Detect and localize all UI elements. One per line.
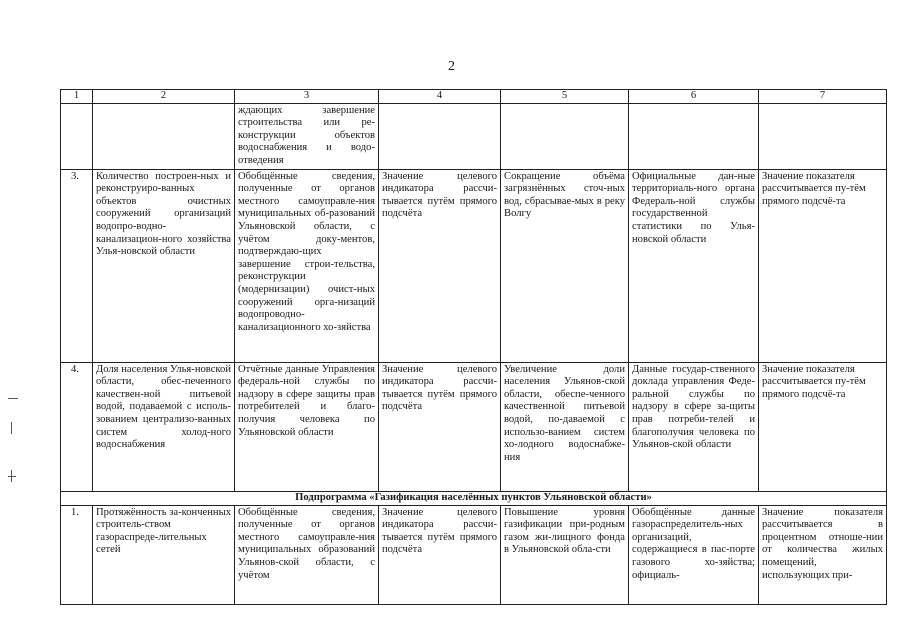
scan-mark: [8, 476, 16, 477]
row-number: [61, 103, 93, 169]
subprogram-row: [61, 491, 887, 505]
table-row: [61, 103, 887, 169]
data-source: ждающих завершение строительства или ре-конструкции объектов водоснабжения и водо-отведения: [235, 103, 379, 169]
column-number: 2: [93, 90, 235, 104]
effect-calculation: Значение показателя рассчитывается пу-тём прямого подсчё-та: [759, 362, 887, 491]
effect-calculation: [759, 103, 887, 169]
data-source: Отчётные данные Управления федераль-ной службы по надзору в сфере защиты прав потребителей и благо-получия человека по Ульяновской области: [235, 362, 379, 491]
effect-calculation: Значение показателя рассчитывается пу-тём прямого подсчё-та: [759, 169, 887, 362]
column-number: 3: [235, 90, 379, 104]
page-number: 2: [448, 59, 455, 74]
row-number: 1.: [61, 505, 93, 604]
indicator-name: Количество построен-ных и реконструиро-ванных объектов очистных сооружений организаций водопро-водно-канализацион-ного хозяйства Улья-новской области: [93, 169, 235, 362]
expected-effect: Сокращение объёма загрязнённых сточ-ных вод, сбрасывае-мых в реку Волгу: [501, 169, 629, 362]
effect-data-source: Обобщённые данные газораспределитель-ных организаций, содержащиеся в пас-порте газового хо-зяйства; официаль-: [629, 505, 759, 604]
subprogram-title: Подпрограмма «Газификация населённых пунктов Ульяновской области»: [61, 491, 887, 505]
effect-data-source: [629, 103, 759, 169]
scan-mark: [11, 422, 12, 434]
table-row: [61, 505, 887, 604]
data-source: Обобщённые сведения, полученные от органов местного самоуправле-ния муниципальных об-разований Ульяновской области, с учётом доку-ментов, подтверждаю-щих завершение строи-тельства, реконструкции (модернизации) очист-ных сооружений орга-низаций водопроводно-канализационного хо-зяйства: [235, 169, 379, 362]
column-number: 6: [629, 90, 759, 104]
column-number: 4: [379, 90, 501, 104]
indicators-table: [60, 89, 887, 605]
scan-mark: [8, 398, 18, 399]
table-row: [61, 362, 887, 491]
indicator-name: [93, 103, 235, 169]
row-number: 4.: [61, 362, 93, 491]
expected-effect: [501, 103, 629, 169]
effect-calculation: Значение показателя рассчитывается в процентном отноше-нии от количества жилых помещений, использующих при-: [759, 505, 887, 604]
table-row: [61, 169, 887, 362]
expected-effect: Увеличение доли населения Ульянов-ской области, обеспе-ченного качественной питьевой водой, по-даваемой с использо-ванием систем хо-лодного водоснабже-ния: [501, 362, 629, 491]
indicator-name: Протяжённость за-конченных строитель-ством газораспреде-лительных сетей: [93, 505, 235, 604]
effect-data-source: Официальные дан-ные территориаль-ного органа Федераль-ной службы государственной статистики по Улья-новской области: [629, 169, 759, 362]
column-number: 5: [501, 90, 629, 104]
calculation-method: [379, 103, 501, 169]
effect-data-source: Данные государ-ственного доклада управления Феде-ральной службы по надзору в сфере за-щиты прав потреби-телей и благополучия человека по Ульянов-ской области: [629, 362, 759, 491]
calculation-method: Значение целевого индикатора рассчи-тывается путём прямого подсчёта: [379, 505, 501, 604]
calculation-method: Значение целевого индикатора рассчи-тывается путём прямого подсчёта: [379, 169, 501, 362]
expected-effect: Повышение уровня газификации при-родным газом жи-лищного фонда в Ульяновской обла-сти: [501, 505, 629, 604]
row-number: 3.: [61, 169, 93, 362]
column-number-row: [61, 90, 887, 104]
column-number: 7: [759, 90, 887, 104]
column-number: 1: [61, 90, 93, 104]
indicator-name: Доля населения Улья-новской области, обес-печенного качествен-ной питьевой водой, подаваемой с исполь-зованием централизо-ванных систем холод-ного водоснабжения: [93, 362, 235, 491]
data-source: Обобщённые сведения, полученные от органов местного самоуправле-ния муниципальных образований Ульянов-ской области, с учётом: [235, 505, 379, 604]
calculation-method: Значение целевого индикатора рассчи-тывается путём прямого подсчёта: [379, 362, 501, 491]
